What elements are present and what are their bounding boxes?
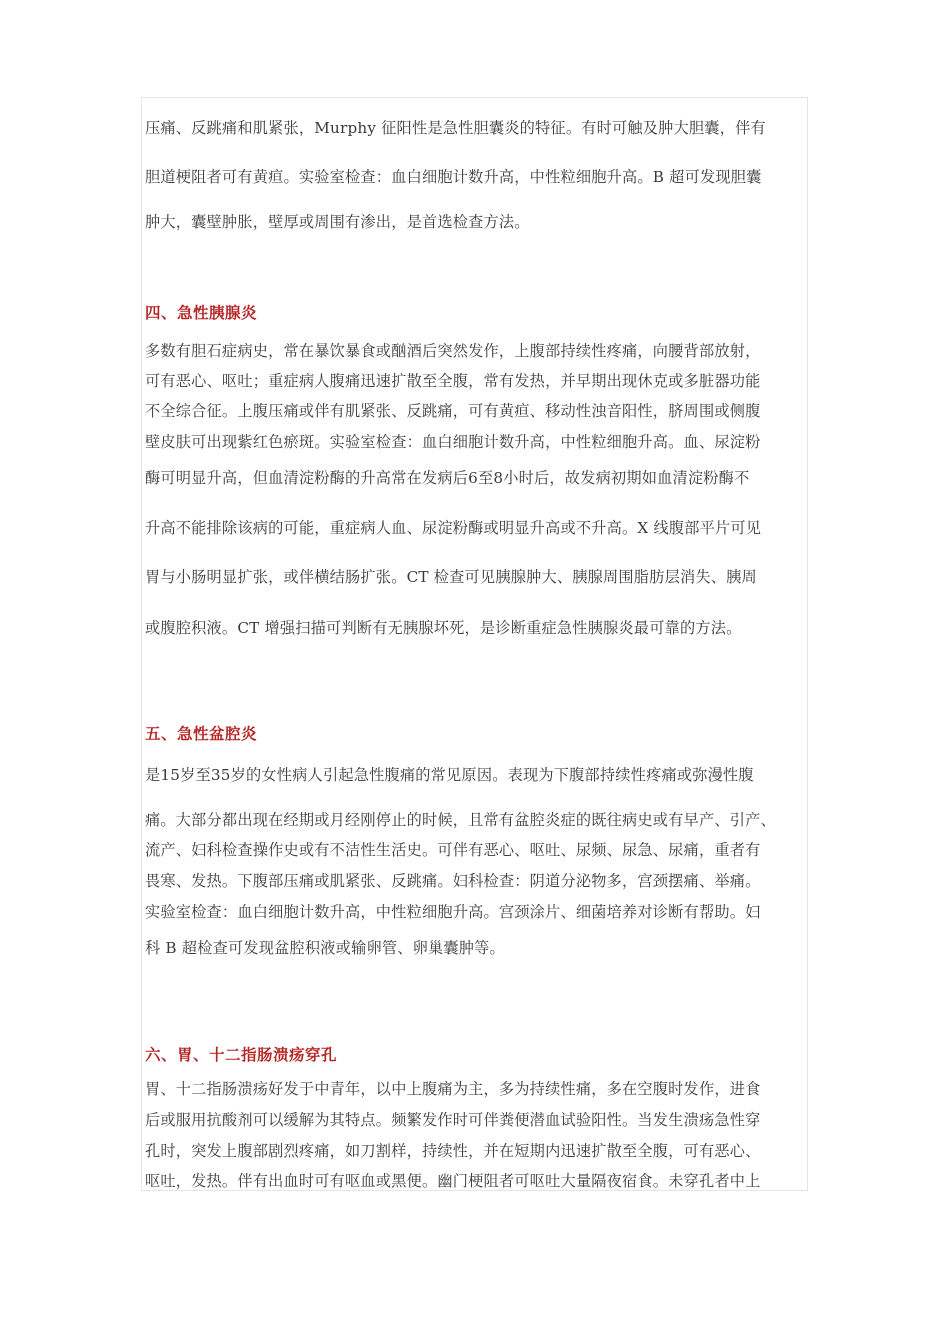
text-line: 压痛、反跳痛和肌紧张，Murphy 征阳性是急性胆囊炎的特征。有时可触及肿大胆囊，伴有 (145, 119, 766, 137)
text-line: 胃、十二指肠溃疡好发于中青年，以中上腹痛为主，多为持续性痛，多在空腹时发作，进食 (145, 1080, 761, 1098)
content-frame (141, 97, 808, 1191)
text-line: 痛。大部分都出现在经期或月经刚停止的时候，且常有盆腔炎症的既往病史或有早产、引产、 (145, 811, 776, 829)
text-line: 不全综合征。上腹压痛或伴有肌紧张、反跳痛，可有黄疸、移动性浊音阳性，脐周围或侧腹 (145, 402, 761, 420)
text-line: 科 B 超检查可发现盆腔积液或输卵管、卵巢囊肿等。 (145, 939, 505, 957)
section-heading-ulcer-perforation: 六、胃、十二指肠溃疡穿孔 (145, 1046, 338, 1064)
text-line: 孔时，突发上腹部剧烈疼痛，如刀割样，持续性，并在短期内迅速扩散至全腹，可有恶心、 (145, 1142, 761, 1160)
section-heading-acute-pelvic-inflammation: 五、急性盆腔炎 (145, 725, 258, 743)
section-heading-acute-pancreatitis: 四、急性胰腺炎 (145, 304, 258, 322)
text-line: 壁皮肤可出现紫红色瘀斑。实验室检查：血白细胞计数升高，中性粒细胞升高。血、尿淀粉 (145, 433, 761, 451)
text-line: 或腹腔积液。CT 增强扫描可判断有无胰腺坏死，是诊断重症急性胰腺炎最可靠的方法。 (145, 619, 742, 637)
text-line: 实验室检查：血白细胞计数升高，中性粒细胞升高。宫颈涂片、细菌培养对诊断有帮助。妇 (145, 903, 761, 921)
text-line: 胃与小肠明显扩张，或伴横结肠扩张。CT 检查可见胰腺肿大、胰腺周围脂肪层消失、胰周 (145, 568, 757, 586)
text-line: 畏寒、发热。下腹部压痛或肌紧张、反跳痛。妇科检查：阴道分泌物多，宫颈摆痛、举痛。 (145, 872, 761, 890)
text-line: 酶可明显升高，但血清淀粉酶的升高常在发病后6至8小时后，故发病初期如血清淀粉酶不 (145, 469, 750, 487)
text-line: 胆道梗阻者可有黄疸。实验室检查：血白细胞计数升高，中性粒细胞升高。B 超可发现胆囊 (145, 168, 762, 186)
text-line: 是15岁至35岁的女性病人引起急性腹痛的常见原因。表现为下腹部持续性疼痛或弥漫性腹 (145, 766, 754, 784)
text-line: 呕吐，发热。伴有出血时可有呕血或黑便。幽门梗阻者可呕吐大量隔夜宿食。未穿孔者中上 (145, 1172, 761, 1190)
text-line: 多数有胆石症病史，常在暴饮暴食或酗酒后突然发作，上腹部持续性疼痛，向腰背部放射， (145, 342, 761, 360)
text-line: 可有恶心、呕吐；重症病人腹痛迅速扩散至全腹，常有发热，并早期出现休克或多脏器功能 (145, 372, 761, 390)
text-line: 升高不能排除该病的可能，重症病人血、尿淀粉酶或明显升高或不升高。X 线腹部平片可见 (145, 519, 762, 537)
text-line: 流产、妇科检查操作史或有不洁性生活史。可伴有恶心、呕吐、尿频、尿急、尿痛，重者有 (145, 841, 761, 859)
text-line: 肿大，囊壁肿胀，壁厚或周围有渗出，是首选检查方法。 (145, 213, 530, 231)
text-line: 后或服用抗酸剂可以缓解为其特点。频繁发作时可伴粪便潜血试验阳性。当发生溃疡急性穿 (145, 1111, 761, 1129)
